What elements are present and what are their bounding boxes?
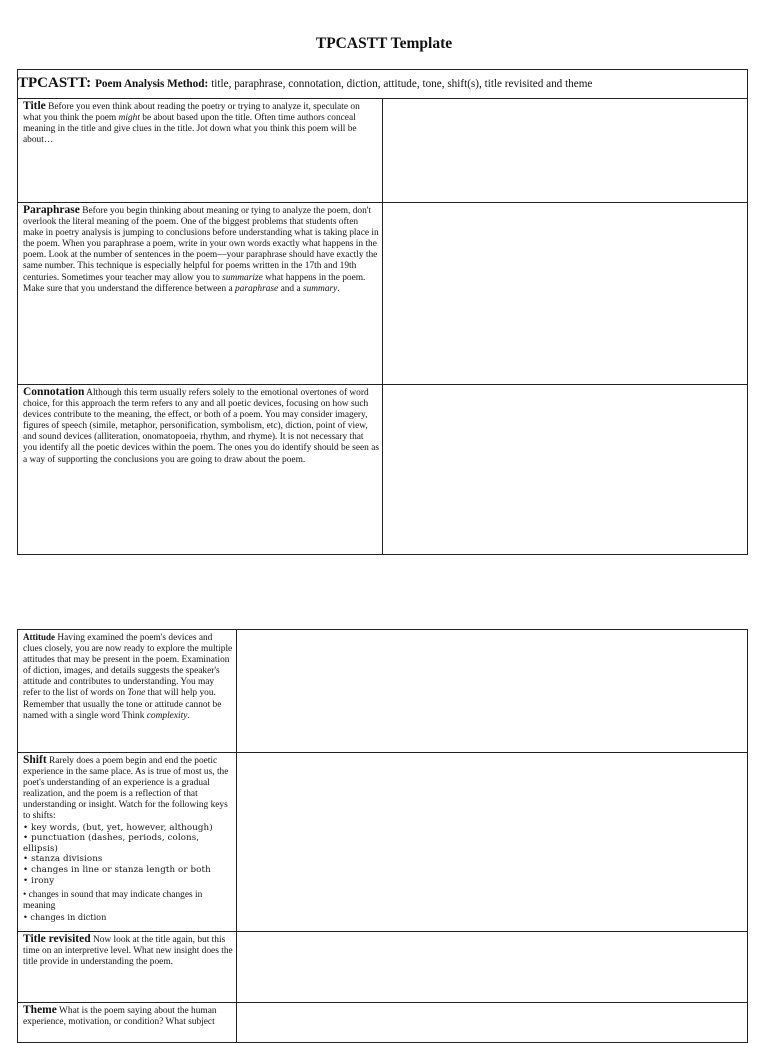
row-attitude-description xyxy=(18,630,237,753)
row-theme xyxy=(18,1003,748,1043)
attitude-text-3: . xyxy=(187,710,190,721)
header-row xyxy=(18,70,748,99)
header-method-label: Poem Analysis Method: xyxy=(95,78,209,90)
header-cell xyxy=(18,70,748,99)
attitude-em-complexity: complexity xyxy=(146,710,188,721)
paraphrase-em-paraphrase: paraphrase xyxy=(234,283,279,294)
term-connotation: Connotation xyxy=(23,386,85,398)
term-shift: Shift xyxy=(23,754,47,766)
row-theme-description xyxy=(18,1003,237,1043)
attitude-text-1: Having examined the poem's devices and clues closely, you are now ready to explore the multiple attitudes that may be present in the poem. Examination of diction, images, and details suggests the speaker's attitude and contributes to understanding. You may refer to the list of words on xyxy=(23,633,233,699)
row-title-answer-area[interactable] xyxy=(383,99,748,203)
shift-key-diction: • changes in diction xyxy=(23,912,107,923)
row-paraphrase-description xyxy=(18,203,383,385)
shift-keys-list xyxy=(23,823,233,887)
header-method-text: title, paraphrase, connotation, diction, attitude, tone, shift(s), title revisited and theme xyxy=(211,78,593,90)
page-title: TPCASTT Template xyxy=(315,35,453,52)
paraphrase-em-summary: summary xyxy=(302,283,338,294)
analysis-table-part-1 xyxy=(17,69,748,555)
paraphrase-text-3: and a xyxy=(278,283,303,294)
title-revisited-text: Now look at the title again, but this time on an interpretive level. What new insight does the title provide in understanding the poem. xyxy=(23,935,233,968)
row-attitude-answer-area[interactable] xyxy=(237,630,748,753)
title-text-1: Before you even think about reading the poetry or trying to analyze it, speculate on what you think the poem xyxy=(23,102,360,124)
row-paraphrase xyxy=(18,203,748,385)
row-connotation xyxy=(18,385,748,555)
shift-key-sound: • changes in sound that may indicate changes in meaning xyxy=(23,890,203,912)
shift-text: Rarely does a poem begin and end the poetic experience in the same place. As is true of most us, the poet's understanding of an experience is a gradual realization, and the poem is a reflection of that understanding or insight. Watch for the following keys to shifts: xyxy=(23,756,229,822)
term-attitude: Attitude xyxy=(23,632,55,642)
shift-key-item: • key words, (but, yet, however, although) xyxy=(23,822,213,833)
row-title-revisited-description xyxy=(18,932,237,1003)
analysis-table-part-2 xyxy=(17,629,748,1043)
term-theme: Theme xyxy=(23,1004,57,1016)
row-title-revisited-answer-area[interactable] xyxy=(237,932,748,1003)
row-shift-answer-area[interactable] xyxy=(237,753,748,932)
shift-key-item: • stanza divisions xyxy=(23,854,103,865)
row-title-revisited xyxy=(18,932,748,1003)
title-text-em: might xyxy=(118,113,140,124)
title-text-2: be about based upon the title. Often time authors conceal meaning in the title and give clues in the title. Jot down what you think this poem will be about… xyxy=(23,113,357,146)
paraphrase-em-summarize: summarize xyxy=(222,272,263,283)
row-theme-answer-area[interactable] xyxy=(237,1003,748,1043)
term-title: Title xyxy=(23,100,46,112)
connotation-text: Although this term usually refers solely to the emotional overtones of word choice, for this approach the term refers to any and all poetic devices, focusing on how such devices contribute to the meaning, the effect, or both of a poem. You may consider imagery, figures of speech (simile, metaphor, personification, symbolism, etc), diction, point of view, and sound devices (alliteration, onomatopoeia, rhythm, and rhyme). It is not necessary that you identify all the poetic devices within the poem. The ones you do identify should be seen as a way of supporting the conclusions you are going to draw about the poem. xyxy=(23,388,379,465)
shift-key-item: • changes in line or stanza length or both xyxy=(23,864,211,875)
term-paraphrase: Paraphrase xyxy=(23,204,80,216)
attitude-em-tone: Tone xyxy=(127,688,146,699)
shift-key-item: • punctuation (dashes, periods, colons, ellipsis) xyxy=(23,833,200,854)
header-title: TPCASTT: xyxy=(18,75,92,91)
paraphrase-text-2: what happens in the poem. Make sure that you understand the difference between a xyxy=(23,272,366,294)
row-title xyxy=(18,99,748,203)
row-shift xyxy=(18,753,748,932)
row-connotation-description xyxy=(18,385,383,555)
theme-text: What is the poem saying about the human experience, motivation, or condition? What subject xyxy=(23,1006,217,1028)
attitude-text-2: that will help you. Remember that usually the tone or attitude cannot be named with a single word Think xyxy=(23,688,222,721)
term-title-revisited: Title revisited xyxy=(23,933,91,945)
row-connotation-answer-area[interactable] xyxy=(383,385,748,555)
paraphrase-text-1: Before you begin thinking about meaning or tying to analyze the poem, don't overlook the literal meaning of the poem. One of the biggest problems that students often make in poetry analysis is jumping to conclusions before understanding what is taking place in the poem. When you paraphrase a poem, write in your own words exactly what happens in the poem. Look at the number of sentences in the poem—your paraphrase should have exactly the same number. This technique is especially helpful for poems written in the 17th and 19th centuries. Sometimes your teacher may allow you to xyxy=(23,206,379,283)
row-paraphrase-answer-area[interactable] xyxy=(383,203,748,385)
row-shift-description xyxy=(18,753,237,932)
row-title-description xyxy=(18,99,383,203)
row-attitude xyxy=(18,630,748,753)
paraphrase-text-4: . xyxy=(337,283,340,294)
shift-key-item: • irony xyxy=(23,875,55,886)
